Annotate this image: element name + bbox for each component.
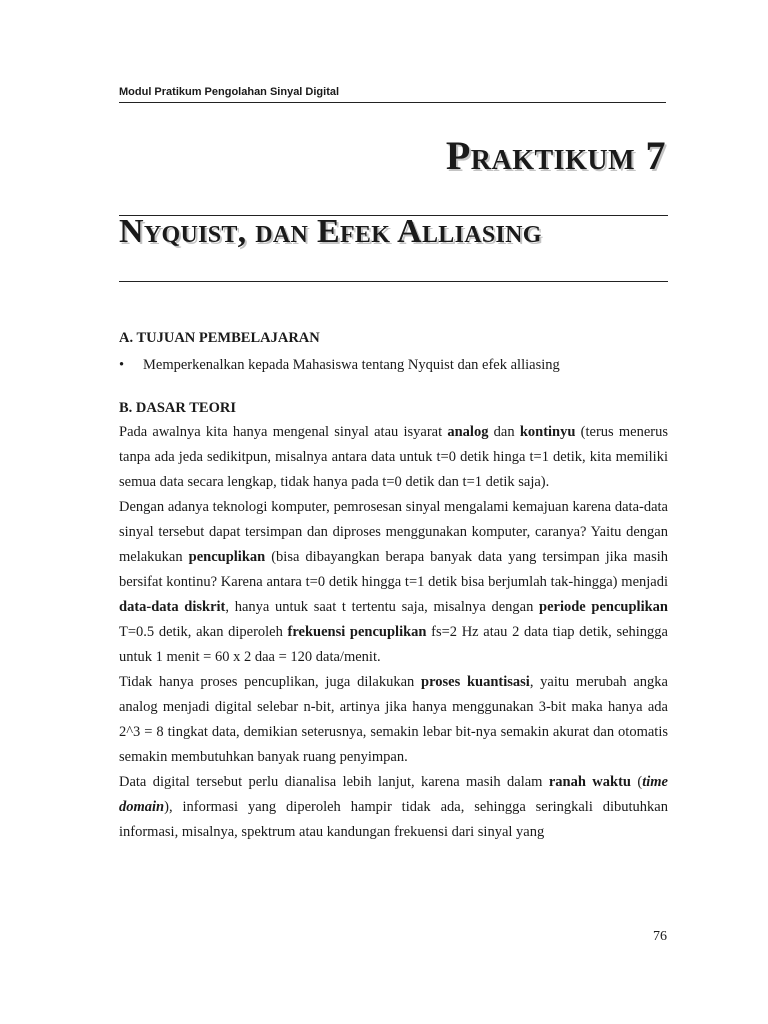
text-run: Tidak hanya proses pencuplikan, juga dilakukan xyxy=(119,674,422,690)
term-analog: analog xyxy=(447,424,489,440)
paragraph-2 xyxy=(119,495,668,670)
section-heading-theory: B. DASAR TEORI xyxy=(119,400,236,416)
section-heading-objectives: A. TUJUAN PEMBELAJARAN xyxy=(119,330,320,346)
term-pencuplikan: pencuplikan xyxy=(188,549,266,565)
text-run: (bisa dibayangkan berapa banyak data yang tersimpan jika masih bersifat kontinu? Karena antara t=0 detik hingga t=1 detik bisa berjumlah tak-hingga) menjadi xyxy=(119,549,668,590)
text-run: , hanya untuk saat t tertentu saja, misalnya dengan xyxy=(225,599,540,615)
text-run: fs=2 Hz atau 2 data tiap detik, sehingga untuk 1 menit = 60 x 2 daa = 120 data/menit. xyxy=(119,624,668,665)
chapter-title: Praktikum 7 xyxy=(445,133,666,178)
text-run: (terus menerus tanpa ada jeda sedikitpun, misalnya antara data untuk t=0 detik hinga t=1 detik, kita memiliki semua data secara lengkap, tidak hanya pada t=0 detik dan t=1 detik saja). xyxy=(119,424,668,490)
term-frekuensi-pencuplikan: frekuensi pencuplikan xyxy=(287,624,427,640)
term-kontinyu: kontinyu xyxy=(519,424,576,440)
text-run: T=0.5 detik, akan diperoleh xyxy=(119,624,288,640)
text-run: dan xyxy=(488,424,520,440)
paragraph-4 xyxy=(119,770,668,845)
term-ranah-waktu: ranah waktu xyxy=(548,774,631,790)
bullet-dot-icon: • xyxy=(119,357,125,373)
objective-bullet-item xyxy=(119,357,669,374)
header-rule xyxy=(119,102,666,103)
term-periode-pencuplikan: periode pencuplikan xyxy=(539,599,668,615)
chapter-subtitle: Nyquist, dan Efek Alliasing xyxy=(119,213,542,250)
text-run: Dengan adanya teknologi komputer, pemrosesan sinyal mengalami kemajuan karena data-data sinyal tersebut dapat tersimpan dan diproses menggunakan komputer, caranya? Yaitu dengan melakukan xyxy=(119,499,668,565)
paragraph-1 xyxy=(119,420,668,495)
objective-text: Memperkenalkan kepada Mahasiswa tentang Nyquist dan efek alliasing xyxy=(143,357,560,373)
text-run: ( xyxy=(631,774,643,790)
paragraph-3 xyxy=(119,670,668,770)
page-number: 76 xyxy=(653,929,667,944)
term-data-diskrit: data-data diskrit xyxy=(119,599,226,615)
text-run: ), informasi yang diperoleh hampir tidak ada, sehingga seringkali dibutuhkan informasi, misalnya, spektrum atau kandungan frekuensi dari sinyal yang xyxy=(119,799,668,840)
theory-body xyxy=(119,420,668,845)
title-rule-bottom xyxy=(119,281,668,282)
term-proses-kuantisasi: proses kuantisasi xyxy=(421,674,530,690)
running-header: Modul Pratikum Pengolahan Sinyal Digital xyxy=(119,86,340,98)
text-run: Data digital tersebut perlu dianalisa lebih lanjut, karena masih dalam xyxy=(119,774,549,790)
text-run: , yaitu merubah angka analog menjadi digital selebar n-bit, artinya jika hanya menggunakan 3-bit maka hanya ada 2^3 = 8 tingkat data, demikian seterusnya, semakin lebar bit-nya semakin akurat dan otomatis semakin membutuhkan banyak ruang penyimpan. xyxy=(119,674,668,765)
text-run: Pada awalnya kita hanya mengenal sinyal atau isyarat xyxy=(119,424,448,440)
term-time-domain: time domain xyxy=(119,774,668,815)
